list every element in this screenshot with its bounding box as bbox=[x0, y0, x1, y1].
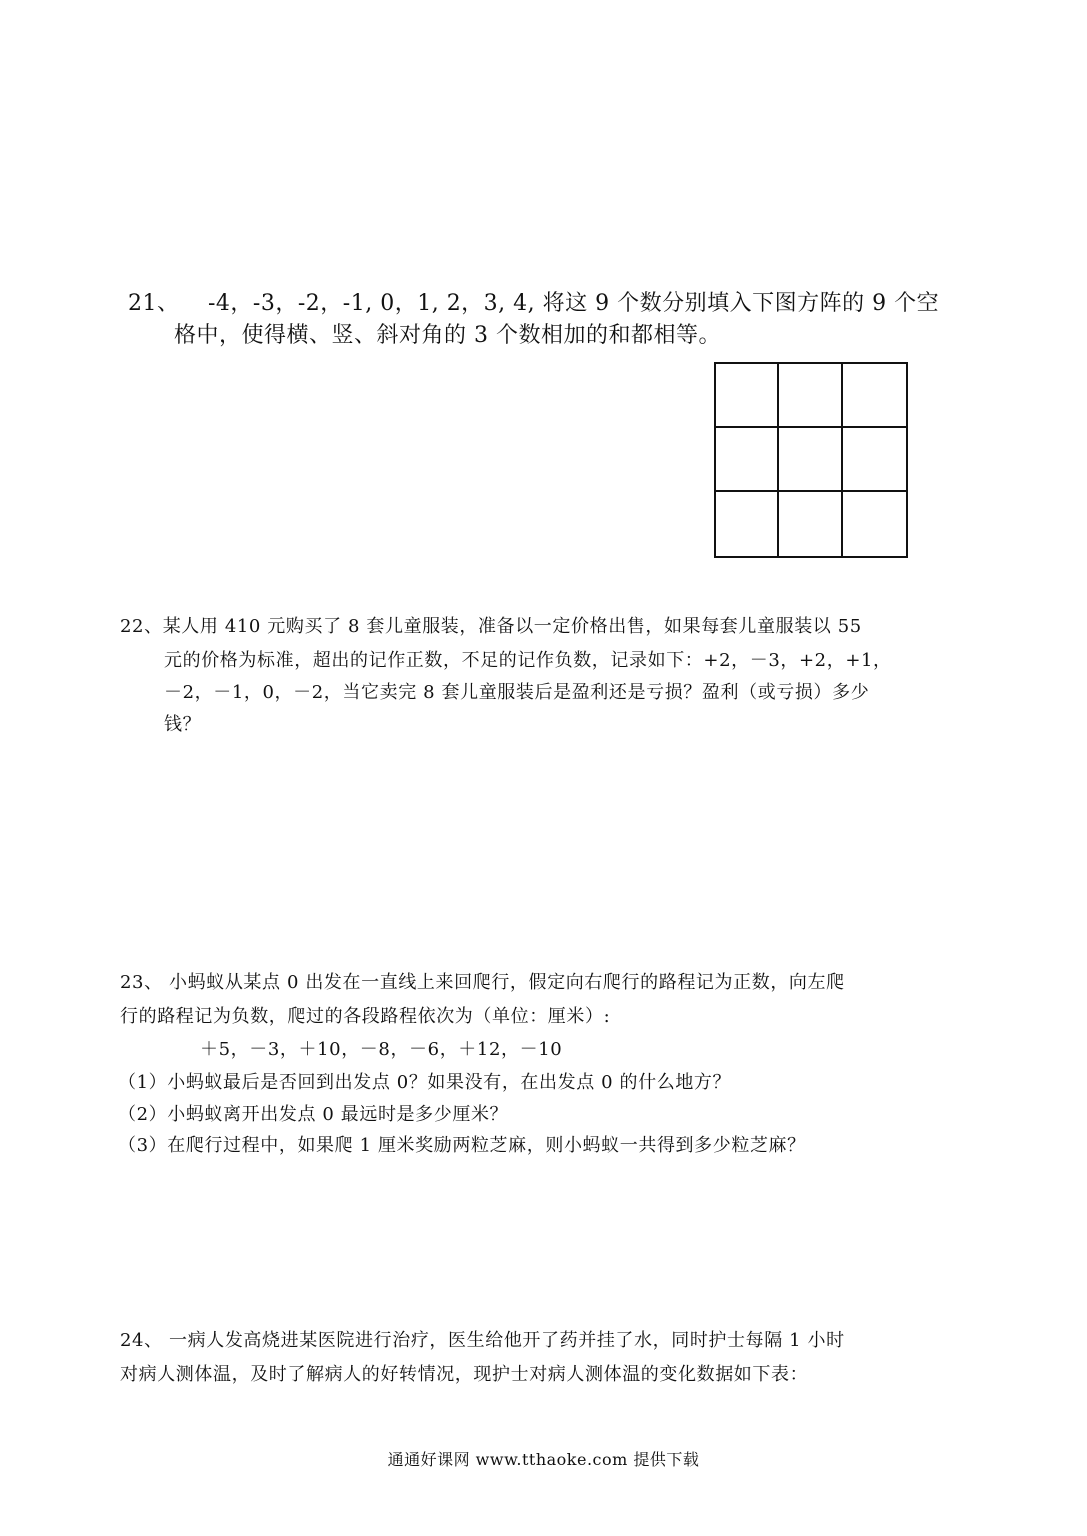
grid-cell bbox=[843, 492, 906, 556]
q22-line1: 22、某人用 410 元购买了 8 套儿童服装，准备以一定价格出售，如果每套儿童服装以 55 bbox=[120, 616, 862, 637]
grid-cell bbox=[716, 492, 779, 556]
grid-cell bbox=[779, 492, 842, 556]
q22-line4: 钱？ bbox=[164, 714, 202, 735]
q23-sub2: （2）小蚂蚁离开出发点 0 最远时是多少厘米？ bbox=[118, 1104, 509, 1125]
magic-square-grid bbox=[714, 362, 908, 558]
q23-values: ＋5，－3，＋10，－8，－6，＋12，－10 bbox=[200, 1039, 563, 1060]
grid-cell bbox=[716, 428, 779, 492]
q22-line3: －2，－1，0，－2，当它卖完 8 套儿童服装后是盈利还是亏损？盈利（或亏损）多少 bbox=[164, 682, 870, 703]
q23-line2: 行的路程记为负数，爬过的各段路程依次为（单位：厘米）: bbox=[120, 1006, 611, 1027]
grid-cell bbox=[779, 364, 842, 428]
page-footer: 通通好课网 www.tthaoke.com 提供下载 bbox=[387, 1450, 700, 1469]
q23-sub3: （3）在爬行过程中，如果爬 1 厘米奖励两粒芝麻，则小蚂蚁一共得到多少粒芝麻？ bbox=[118, 1135, 806, 1156]
grid-cell bbox=[716, 364, 779, 428]
q23-sub1: （1）小蚂蚁最后是否回到出发点 0？如果没有，在出发点 0 的什么地方？ bbox=[118, 1072, 732, 1093]
grid-cell bbox=[843, 428, 906, 492]
q21-line1: -4，-3，-2，-1, 0，1, 2，3, 4, 将这 9 个数分别填入下图方阵的 9 个空 bbox=[208, 291, 940, 316]
q24-line1: 24、 一病人发高烧进某医院进行治疗，医生给他开了药并挂了水，同时护士每隔 1 小时 bbox=[120, 1330, 845, 1351]
grid-cell bbox=[779, 428, 842, 492]
q24-line2: 对病人测体温，及时了解病人的好转情况，现护士对病人测体温的变化数据如下表： bbox=[120, 1364, 809, 1385]
q21-number: 21、 bbox=[128, 291, 180, 316]
q22-line2: 元的价格为标准，超出的记作正数，不足的记作负数，记录如下：+2，－3，+2，+1， bbox=[164, 650, 892, 671]
q21-line2: 格中，使得横、竖、斜对角的 3 个数相加的和都相等。 bbox=[174, 323, 721, 348]
q23-line1: 23、 小蚂蚁从某点 0 出发在一直线上来回爬行，假定向右爬行的路程记为正数，向左爬 bbox=[120, 972, 845, 993]
grid-cell bbox=[843, 364, 906, 428]
